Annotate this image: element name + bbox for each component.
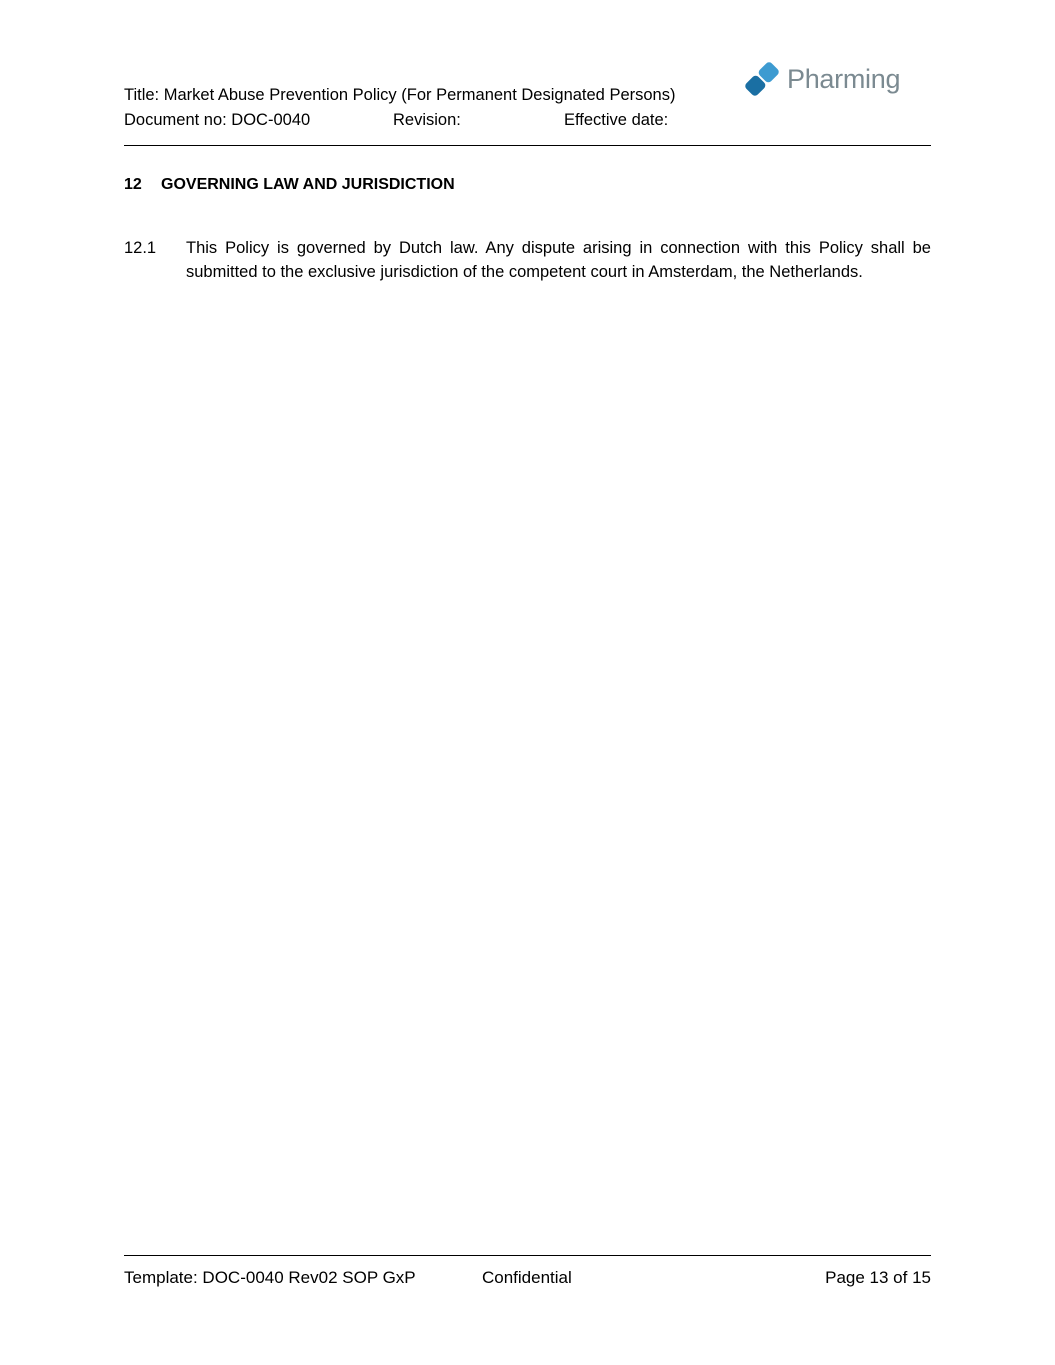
section-heading (124, 175, 455, 195)
header-revision: Revision: (393, 111, 461, 129)
footer-classification: Confidential (482, 1268, 572, 1287)
header-document-number: Document no: DOC-0040 (124, 111, 311, 129)
section-title: GOVERNING LAW AND JURISDICTION (161, 176, 455, 193)
footer-template: Template: DOC-0040 Rev02 SOP GxP (124, 1268, 416, 1287)
pharming-logo (742, 58, 900, 100)
clause-number: 12.1 (124, 239, 157, 257)
header-divider (124, 145, 931, 146)
footer-divider (124, 1255, 931, 1256)
footer-page-number: Page 13 of 15 (825, 1268, 931, 1287)
header-effective-date: Effective date: (564, 111, 669, 129)
section-number: 12 (124, 176, 142, 193)
clause (124, 237, 931, 284)
pharming-logo-text: Pharming (787, 64, 901, 94)
clause-text: This Policy is governed by Dutch law. Any dispute arising in connection with this Policy shall be submitted to the exclusive jurisdiction of the competent court in Amsterdam, the Netherlands. (186, 239, 931, 281)
header-title: Title: Market Abuse Prevention Policy (For Permanent Designated Persons) (124, 86, 676, 104)
pharming-logo-icon (742, 59, 782, 99)
